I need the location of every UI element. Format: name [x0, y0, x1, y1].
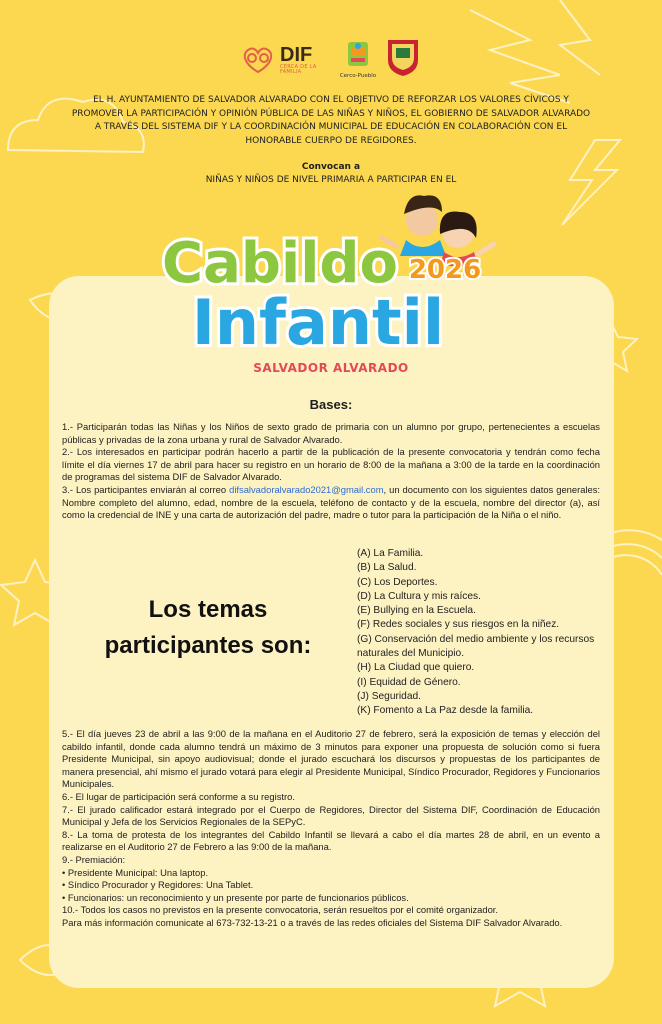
tema-item: (A) La Familia.: [357, 548, 424, 559]
base-3-rest: , un documento con los siguientes datos generales: Nombre completo del alumno, edad, nombre de la escuela, teléfono de contacto y de la escuela, nombre del director (a), así como la credencial de INE y una carta de autorización del padre, madre o tutor para la participación de la Niña o el niño.: [62, 483, 601, 521]
cabildo-infantil-title: [160, 190, 500, 370]
bases-block-bottom: [62, 728, 600, 930]
base-5: 5.- El día jueves 23 de abril a las 9:00 de la mañana en el Auditorio 27 de febrero, será la exposición de temas y elección del cabildo infantil, donde cada alumno tendrá un máximo de 3 minutos para exponer una propuesta de solución como si fuera Presidente Municipal, sin apoyo audiovisual; donde el jurado escuchará los discursos y propuestas de los participantes de manera presencial, ahí mismo el jurado votará para elegir al Presidente Municipal, Síndico Procurador, Regidores y Funcionarios Municipales.: [62, 728, 600, 790]
municipal-seal-icon: [386, 36, 420, 76]
base-6: 6.- El lugar de participación será conforme a su registro.: [62, 790, 295, 802]
base-10: 10.- Todos los casos no previstos en la presente convocatoria, serán resueltos por el comité organizador.: [62, 904, 499, 916]
base-3: [62, 484, 600, 522]
base-9: 9.- Premiación:: [62, 853, 126, 865]
ninos-label: NIÑAS Y NIÑOS DE NIVEL PRIMARIA A PARTICIPAR EN EL: [205, 175, 457, 185]
prize-3: • Funcionarios: un reconocimiento y un presente por parte de funcionarios públicos.: [62, 891, 409, 903]
bases-block-top: [62, 421, 600, 522]
title-subtitle: SALVADOR ALVARADO: [253, 361, 409, 375]
convocan-label: Convocan a: [301, 162, 361, 172]
tema-item: (E) Bullying en la Escuela.: [357, 605, 476, 617]
prize-2: • Síndico Procurador y Regidores: Una Tablet.: [62, 879, 254, 891]
family-hearts-icon: [240, 44, 276, 76]
tema-item: (B) La Salud.: [357, 562, 417, 574]
base-8: 8.- La toma de protesta de los integrantes del Cabildo Infantil se llevará a cabo el día martes 28 de abril, en un evento a realizarse en el Auditorio 27 de Febrero a las 9:00 de la mañana.: [62, 828, 600, 853]
temas-list: [357, 547, 607, 719]
tema-item: (H) La Ciudad que quiero.: [357, 662, 475, 674]
base-3-intro: 3.- Los participantes enviarán al correo: [62, 483, 230, 495]
cerco-pueblo-name: Cerco-Pueblo: [339, 73, 377, 79]
title-year: 2026: [408, 255, 482, 285]
base-1: 1.- Participarán todas las Niñas y los Niños de sexto grado de primaria con un alumno por grupo, pertenecientes a escuelas públicas y privadas de la zona urbana y rural de Salvador Alvarado.: [62, 421, 600, 445]
dif-logo: [240, 44, 320, 76]
cerco-pueblo-logo: [338, 40, 378, 79]
tema-item: (F) Redes sociales y sus riesgos en la niñez.: [357, 619, 560, 631]
bases-heading: Bases:: [309, 397, 353, 412]
base-7: 7.- El jurado calificador estará integrado por el Cuerpo de Regidores, Director del Sistema DIF, Coordinación de Educación Municipal y Jefa de los Servicios Regionales de la SEPyC.: [62, 803, 600, 828]
logo-bar: [0, 36, 662, 86]
tema-item: (C) Los Deportes.: [357, 576, 438, 588]
dif-tagline: CERCA DE LA FAMILIA: [280, 63, 317, 75]
tema-item: (J) Seguridad.: [357, 690, 421, 702]
tema-item: (K) Fomento a La Paz desde la familia.: [357, 705, 534, 717]
dif-name: DIF: [280, 43, 313, 66]
contact-email[interactable]: difsalvadoralvarado2021@gmail.com: [229, 483, 384, 495]
intro-paragraph: EL H. AYUNTAMIENTO DE SALVADOR ALVARADO CON EL OBJETIVO DE REFORZAR LOS VALORES CÍVICOS Y PROMOVER LA PARTICIPACIÓN Y OPINIÓN PÚBLICA DE LAS NIÑAS Y NIÑOS, EL GOBIERNO DE SALVADOR ALVARADO A TRAVÉS DEL SISTEMA DIF Y LA COORDINACIÓN MUNICIPAL DE EDUCACIÓN EN COLABORACIÓN CON EL HONORABLE CUERPO DE REGIDORES.: [71, 95, 591, 146]
contact-info: Para más información comunicate al 673-732-13-21 o a través de las redes oficiales del Sistema DIF Salvador Alvarado.: [62, 916, 563, 928]
tema-item: (G) Conservación del medio ambiente y los recursos naturales del Municipio.: [357, 633, 595, 660]
cerco-pueblo-icon: [346, 40, 370, 68]
title-line-infantil: Infantil: [191, 286, 445, 359]
base-2: 2.- Los interesados en participar podrán hacerlo a partir de la publicación de la presente convocatoria y tendrán como fecha límite el día viernes 17 de abril para hacer su registro en un horario de 8:00 de la mañana a 3:00 de la tarde en la coordinación de programas del sistema DIF de Salvador Alvarado.: [62, 446, 600, 483]
tema-item: (I) Equidad de Género.: [357, 676, 461, 688]
tema-item: (D) La Cultura y mis raíces.: [357, 590, 481, 602]
prize-1: • Presidente Municipal: Una laptop.: [62, 866, 209, 878]
title-line-cabildo: Cabildo: [162, 231, 398, 296]
temas-heading: Los temas participantes son:: [104, 596, 312, 659]
